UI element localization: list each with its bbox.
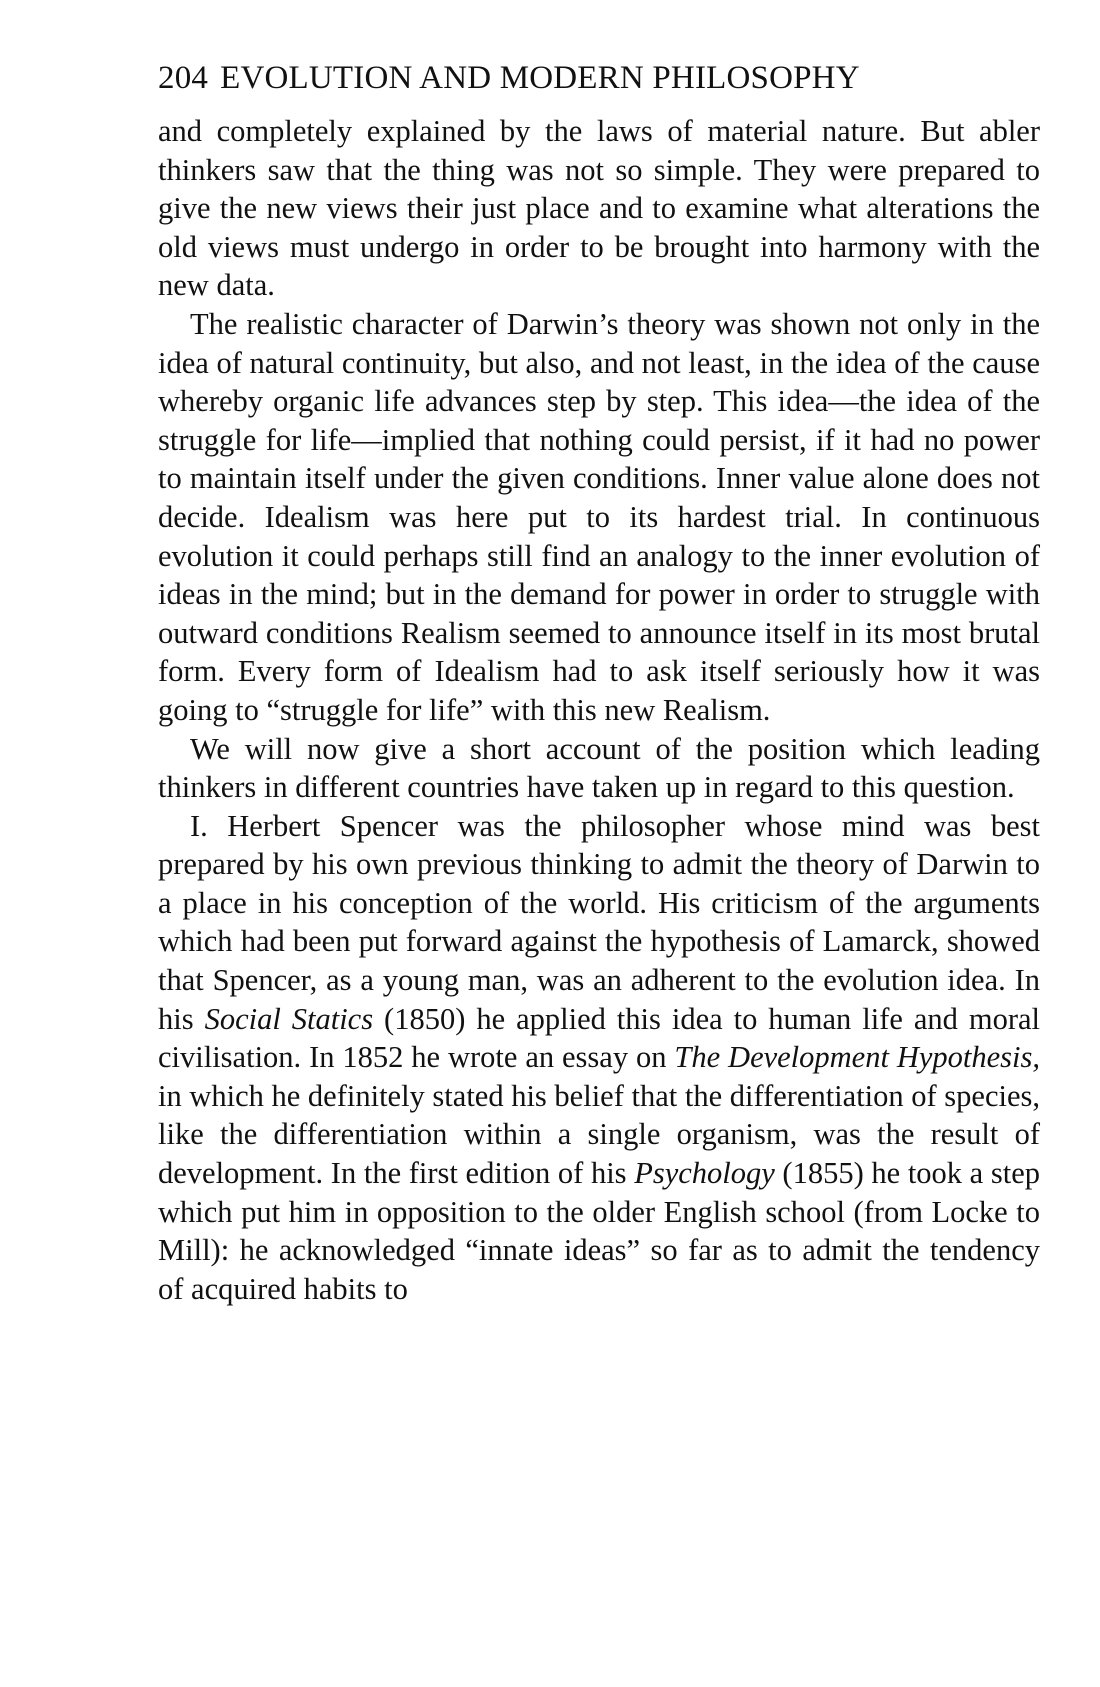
- book-title-social-statics: Social Statics: [204, 1001, 374, 1036]
- paragraph-text: in which he definitely stated his belief that the differentiation of species, like the differentiation within a single organism, was the result of development. In the first edition of his: [158, 1078, 1040, 1191]
- paragraph-darwin-realism: [158, 305, 1040, 730]
- essay-title-development-hypothesis: The Development Hypothesis,: [674, 1040, 1041, 1075]
- paragraph-herbert-spencer: [158, 807, 1040, 1309]
- paragraph-text: and completely explained by the laws of material nature. But abler thinkers saw that the thing was not so simple. They were prepared to give the new views their just place and to examine what alterations the old views must undergo in order to be brought into harmony with the new data.: [158, 114, 1040, 303]
- book-page: [158, 58, 1040, 1308]
- book-title-psychology: Psychology: [634, 1156, 775, 1191]
- paragraph-text: (1855) he took a step which put him in opposition to the older English school (from Locke to Mill): he acknowledged “innate ideas” so far as to admit the tendency of acquired habits to: [158, 1156, 1040, 1306]
- paragraph-continued: [158, 112, 1040, 305]
- paragraph-short-account: [158, 730, 1040, 807]
- running-head: [158, 58, 1040, 98]
- paragraph-text: We will now give a short account of the position which leading thinkers in different countries have taken up in regard to this question.: [158, 731, 1040, 805]
- page-number: 204: [158, 60, 209, 96]
- body-text: [158, 112, 1040, 1308]
- running-title: EVOLUTION AND MODERN PHILOSOPHY: [220, 60, 860, 96]
- paragraph-text: (1850) he applied this idea to human life and moral civilisation. In 1852 he wrote an essay on: [158, 1001, 1040, 1075]
- paragraph-text: I. Herbert Spencer was the philosopher whose mind was best prepared by his own previous thinking to admit the theory of Darwin to a place in his conception of the world. His criticism of the arguments which had been put forward against the hypothesis of Lamarck, showed that Spencer, as a young man, was an adherent to the evolution idea. In his: [158, 808, 1040, 1036]
- paragraph-text: The realistic character of Darwin’s theory was shown not only in the idea of natural continuity, but also, and not least, in the idea of the cause whereby organic life advances step by step. This idea—the idea of the struggle for life—implied that nothing could persist, if it had no power to maintain itself under the given conditions. Inner value alone does not decide. Idealism was here put to its hardest trial. In continuous evolution it could perhaps still find an analogy to the inner evolution of ideas in the mind; but in the demand for power in order to struggle with outward conditions Realism seemed to announce itself in its most brutal form. Every form of Idealism had to ask itself seriously how it was going to “struggle for life” with this new Realism.: [158, 306, 1040, 727]
